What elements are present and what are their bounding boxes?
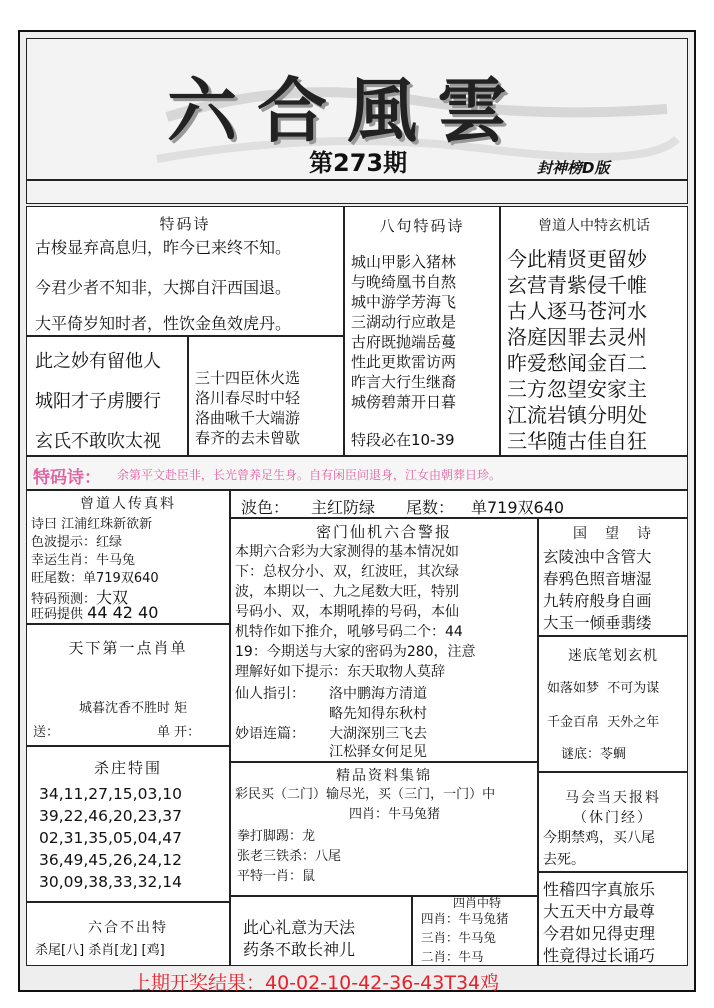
wave-label: 波色： (241, 498, 290, 517)
secret-box (230, 518, 538, 762)
text: 彩民买 (235, 787, 275, 802)
guowang-line: 春鸦色照音塘湿 (543, 570, 652, 588)
immortal-line: 洛庭因罪去灵州 (507, 325, 647, 349)
tema-poem-box (26, 206, 344, 336)
fun-line: 性稽四字真旅乐 (543, 880, 656, 899)
material-header: 精品资料集锦 (336, 768, 432, 784)
eight-lines-row: 三湖动行应敢是 (351, 313, 457, 331)
immortal-line: 三方忽望安家主 (507, 377, 647, 401)
eight-lines-row: 与晚绮凰书自熬 (351, 273, 457, 291)
zeng-row (31, 513, 152, 532)
kill-header: 杀庄特围 (93, 759, 162, 777)
tema-poem-line: 大平倚岁知时者，性饮金鱼效虎丹。 (35, 314, 292, 333)
kill-row: 34,11,27,15,03,10 (39, 785, 182, 803)
issue-number: 第273期 (309, 149, 408, 177)
row-value: 牛马兔猪 (458, 911, 509, 926)
row-key: 幸运生肖： (31, 553, 97, 568)
guowang-header: 国 望 诗 (573, 526, 653, 542)
middle-poem-line: 洛川春尽时中轻 (195, 389, 301, 407)
riddle-part: 天外之年 (607, 715, 660, 730)
row-key: 色波提示： (31, 535, 97, 550)
text: 八尾 (315, 849, 342, 864)
four-zodiac-row (421, 963, 471, 966)
divider-bar (26, 180, 688, 204)
text: 三 (404, 787, 418, 802)
eight-lines-header: 八句特码诗 (379, 217, 465, 235)
row-value (459, 965, 472, 966)
noshow-box (26, 902, 230, 966)
riddle-answer (561, 743, 626, 762)
noshow-header: 六合不出特 (88, 920, 168, 936)
four-zodiac-header: 四肖中特 (453, 896, 502, 910)
guowang-line: 玄陵浊中含管大 (543, 548, 652, 566)
middle-poem-line: 春齐的去未曾歇 (195, 429, 301, 447)
zeng-info-header: 曾道人传真料 (80, 496, 176, 512)
text: 门，一门）中 (417, 787, 496, 802)
row-value: 单719双640 (83, 571, 159, 586)
riddle-answer-label: 谜底： (561, 747, 601, 762)
row-key: 诗曰 (31, 517, 58, 532)
tema-poem-line: 今君少者不知非，大掷自汗西国退。 (35, 278, 292, 297)
eight-lines-box (344, 206, 500, 456)
maxim-text: 江松驿女何足见 (329, 744, 427, 760)
text: 张老三铁杀： (237, 849, 316, 864)
zeng-row (31, 549, 135, 568)
row-key: 二肖： (421, 949, 459, 964)
wave-box (230, 490, 688, 518)
heart-line: 药条不敢长神儿 (243, 940, 356, 959)
fun-box (538, 872, 688, 966)
tail-label: 尾数： (406, 498, 455, 517)
middle-poem-line: 三十四臣休火选 (195, 369, 301, 387)
horse-line: 去死。 (543, 852, 585, 868)
immortal-line: 江流岩镇分明处 (507, 403, 647, 427)
fun-line: 今君如兄得吏理 (543, 924, 656, 943)
row-key: 旺码提供 (31, 607, 84, 622)
horse-header: 马会当天报料 (565, 790, 661, 806)
immortal-line: 三华随古佳自狂 (507, 429, 647, 453)
secret-line: 本期六合彩为大家测得的基本情况如 (235, 544, 459, 560)
maxim-text: 大湖深别三飞去 (329, 726, 427, 742)
tianxia-text: 城暮沈香不胜时 矩 (79, 701, 188, 716)
material-zhang (237, 845, 341, 864)
row-value: 牛马兔 (458, 930, 497, 945)
kill-row: 39,22,46,20,23,37 (39, 807, 182, 825)
tianxia-box (26, 624, 230, 746)
material-fist (237, 825, 315, 844)
immortal-line: 玄营青紫侵千帷 (507, 273, 647, 297)
couplet-line: 玄氏不敢吹太视 (35, 431, 161, 452)
guowang-box (538, 518, 688, 636)
material-ping (237, 865, 315, 884)
guide-text: 略先知得东秋村 (329, 706, 427, 722)
eight-lines-row: 性此更欺雷访两 (351, 353, 457, 371)
tianxia-single: 单 开： (157, 725, 201, 740)
text: 牛马兔猪 (388, 807, 441, 822)
tema-poem-line: 古梭显弃高息归，昨今已来终不知。 (35, 238, 292, 257)
masthead-title: 六合風雲 (167, 69, 527, 152)
heart-box (230, 896, 412, 966)
row-key (421, 965, 459, 966)
secret-line: 号码小、双，本期吼捧的号码，本仙 (235, 604, 459, 620)
eight-lines-row: 古府既抛端岳蔓 (351, 333, 457, 351)
text: 龙 (302, 829, 316, 844)
couplet-line: 城阳才子虏腰行 (35, 391, 161, 412)
eight-lines-row: 昨言大行生继裔 (351, 373, 457, 391)
left-couplet-box (26, 336, 188, 456)
kill-box (26, 746, 230, 902)
immortal-box (500, 206, 688, 456)
row-key: 特码预测： (31, 592, 97, 607)
row-value: 44 42 40 (87, 603, 159, 622)
maxim-label: 妙语连篇： (235, 726, 305, 742)
material-box (230, 762, 538, 896)
material-buy: 彩民买（二门）输尽光，买（三门，一门）中 (235, 787, 496, 802)
row-value: 红绿 (96, 535, 123, 550)
secret-line: 波，本期以一、九之尾数大旺，特别 (235, 584, 459, 600)
guowang-line: 九转府般身自画 (543, 592, 652, 610)
last-result: 上期开奖结果：40-02-10-42-36-43T34鸡 (132, 972, 500, 994)
middle-poem-line: 洛曲啾千大端游 (195, 409, 301, 427)
tianxia-header: 天下第一点肖单 (68, 639, 188, 657)
masthead (26, 38, 688, 180)
text: 四肖： (349, 807, 389, 822)
tail-value: 单719双640 (471, 498, 565, 517)
immortal-line: 昨爱愁闻金百二 (507, 351, 647, 375)
eight-lines-row: 城中游学芳海飞 (351, 293, 457, 311)
immortal-header: 曾道人中特玄机话 (538, 218, 650, 234)
secret-line: 理解好如下提示：东天取物人莫辞 (235, 664, 445, 680)
eight-lines-row: 城山甲影入猪林 (351, 253, 457, 271)
text: 鼠 (302, 869, 316, 884)
riddle-part: 千金百帛 (547, 715, 600, 730)
guide-text: 洛中鹏海方清道 (329, 686, 427, 702)
tema-banner-label: 特码诗： (33, 468, 101, 488)
secret-line: 机特作如下推介，吼够号码二个：44 (235, 624, 463, 640)
row-key: 四肖： (421, 911, 459, 926)
secret-line: 下：总权分小、双，红波旺，其次绿 (235, 564, 459, 580)
riddle-answer-value: 苓蜩 (600, 747, 627, 762)
couplet-line: 此之妙有留他人 (35, 351, 161, 372)
zeng-row (31, 531, 122, 550)
kill-row: 30,09,38,33,32,14 (39, 873, 182, 891)
riddle-box (538, 636, 688, 772)
edition-label: 封神榜D版 (537, 159, 610, 177)
row-value: 江浦红珠新欲新 (61, 517, 153, 532)
horse-box (538, 772, 688, 872)
tema-banner (26, 456, 688, 490)
noshow-text: 杀尾[八] 杀肖[龙] [鸡] (35, 943, 165, 958)
wave-value: 主红防绿 (311, 498, 376, 517)
eight-lines-row: 城傍碧萧开日暮 (351, 393, 457, 411)
kill-row: 02,31,35,05,04,47 (39, 829, 182, 847)
middle-poem-box (188, 336, 344, 456)
material-four (349, 803, 440, 822)
heart-line: 此心礼意为天法 (243, 918, 356, 937)
tema-banner-text: 余第平文赴臣非，长光曾养足生身。自有闲臣问退身，江女由朝葬日珍。 (117, 468, 502, 482)
zeng-row (31, 567, 159, 586)
zeng-row (31, 603, 158, 622)
text: 平特一肖： (237, 869, 303, 884)
horse-sub: （休门经） (573, 810, 653, 826)
riddle-header: 迷底笔划玄机 (568, 648, 658, 664)
fun-line: 大五天中方最尊 (543, 902, 656, 921)
secret-header: 密门仙机六合警报 (315, 523, 452, 541)
guowang-line: 大玉一倾垂翡缕 (543, 614, 652, 632)
row-key: 三肖： (421, 930, 459, 945)
zeng-info-box (26, 490, 230, 624)
four-zodiac-row (421, 928, 496, 946)
riddle-line (547, 677, 659, 696)
four-zodiac-box (412, 896, 538, 966)
horse-line: 今期禁鸡，买八尾 (543, 830, 655, 846)
riddle-line (547, 711, 659, 730)
fun-line: 性竟得过长诵巧 (543, 946, 656, 965)
row-value: 牛马兔 (96, 553, 136, 568)
riddle-part: 不可为谋 (607, 681, 660, 696)
four-zodiac-row (421, 909, 509, 927)
text: 拳打脚踢： (237, 829, 303, 844)
row-value: 大双 (96, 588, 129, 607)
row-key: 旺尾数： (31, 571, 84, 586)
immortal-line: 古人逐马苍河水 (507, 299, 647, 323)
kill-row: 36,49,45,26,24,12 (39, 851, 182, 869)
guide-label: 仙人指引： (235, 686, 305, 702)
secret-line: 19：今期送与大家的密码为280，注意 (235, 644, 476, 660)
text: 门）输尽光，买（ (300, 787, 405, 802)
text: 二 (287, 787, 301, 802)
row-value: 牛马 (458, 949, 484, 964)
immortal-line: 今此精贤更留妙 (507, 247, 647, 271)
eight-lines-footer: 特段必在10-39 (351, 431, 455, 449)
tianxia-send: 送： (33, 725, 60, 740)
riddle-part: 如落如梦 (547, 681, 600, 696)
tema-poem-header: 特码诗 (159, 215, 211, 233)
